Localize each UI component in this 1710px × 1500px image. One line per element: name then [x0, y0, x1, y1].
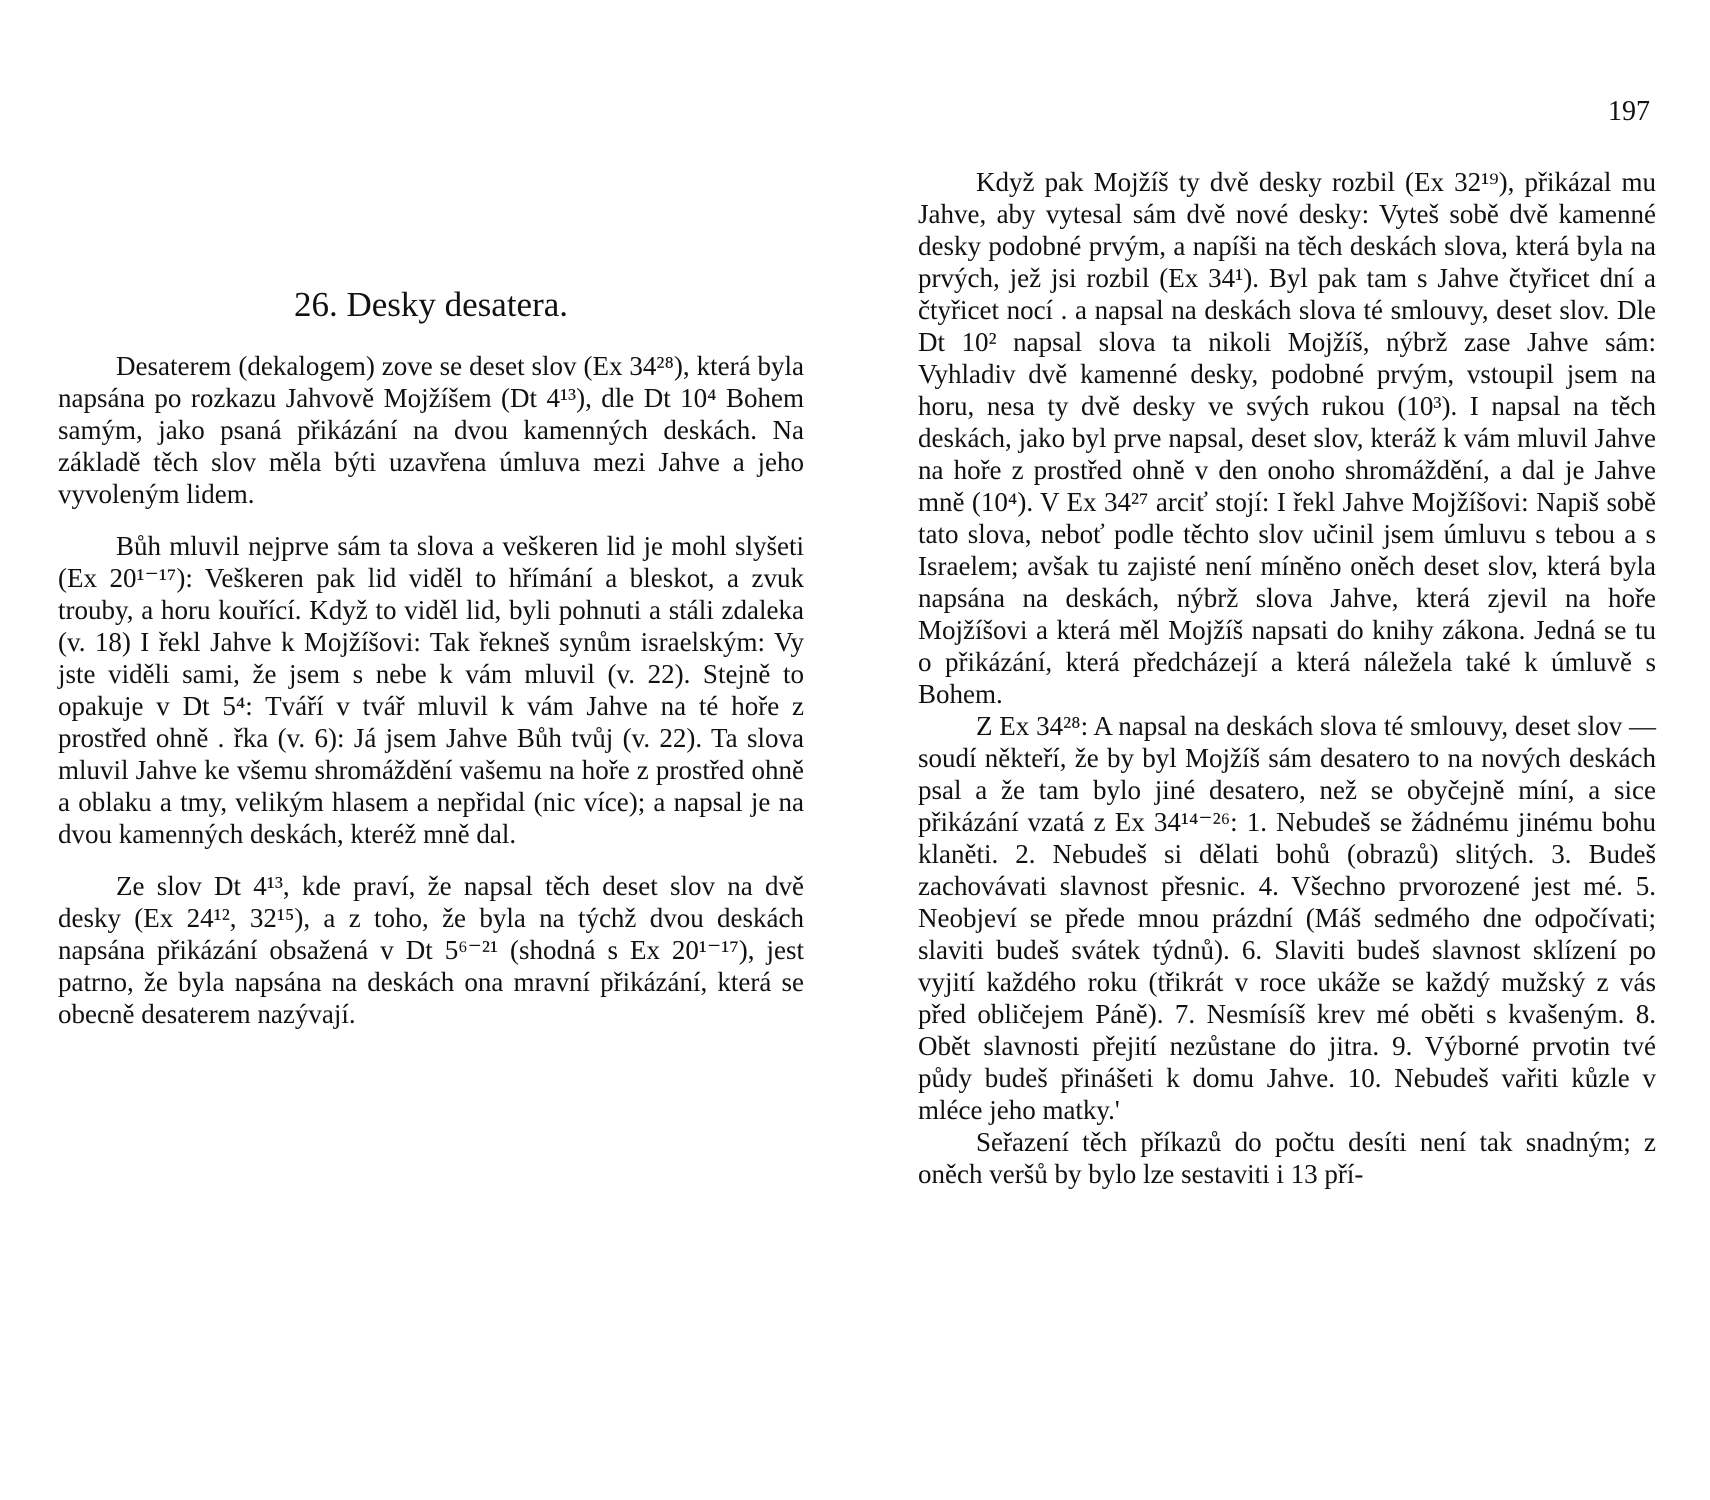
paragraph: Bůh mluvil nejprve sám ta slova a veškeren lid je mohl slyšeti (Ex 20¹⁻¹⁷): Veškeren pak lid viděl to hřímání a bleskot, a zvuk trouby, a horu kouřící. Když to viděl lid, byli pohnuti a stáli zdaleka (v. 18) I řekl Jahve k Mojžíšovi: Tak řekneš synům israelským: Vy jste viděli sami, že jsem s nebe k vám mluvil (v. 22). Stejně to opakuje v Dt 5⁴: Tváří v tvář mluvil k vám Jahve na té hoře z prostřed ohně . řka (v. 6): Já jsem Jahve Bůh tvůj (v. 22). Ta slova mluvil Jahve ke všemu shromáždění vašemu na hoře z prostřed ohně a oblaku a tmy, velikým hlasem a nepřidal (nic více); a napsal je na dvou kamenných deskách, kteréž mně dal. [58, 531, 804, 849]
paragraph: Desaterem (dekalogem) zove se deset slov (Ex 34²⁸), která byla napsána po rozkazu Jahvově Mojžíšem (Dt 4¹³), dle Dt 10⁴ Bohem samým, jako psaná přikázání na dvou kamenných deskách. Na základě těch slov měla býti uzavřena úmluva mezi Jahve a jeho vyvoleným lidem. [58, 351, 804, 509]
paragraph: Z Ex 34²⁸: A napsal na deskách slova té smlouvy, deset slov — soudí někteří, že by byl Mojžíš sám desatero to na nových deskách psal a že tam bylo jiné desatero, než se obyčejně míní, a sice přikázání vzatá z Ex 34¹⁴⁻²⁶: 1. Nebudeš se žádnému jinému bohu klaněti. 2. Nebudeš si dělati bohů (obrazů) slitých. 3. Budeš zachovávati slavnost přesnic. 4. Všechno prvorozené jest mé. 5. Neobjeví se přede mnou prázdní (Máš sedmého dne odpočívati; slaviti budeš svátek týdnů). 6. Slaviti budeš slavnost sklízení po vyjití každého roku (třikrát v roce ukáže se každý mužský z vás před obličejem Páně). 7. Nesmísíš krev mé oběti s kvašeným. 8. Obět slavnosti přejití nezůstane do jitra. 9. Výborné prvotin tvé půdy budeš přinášeti k domu Jahve. 10. Nebudeš vařiti kůzle v mléce jeho matky.' [918, 711, 1656, 1125]
right-column [918, 166, 1656, 1190]
left-column [58, 350, 804, 1030]
paragraph: Když pak Mojžíš ty dvě desky rozbil (Ex 32¹⁹), přikázal mu Jahve, aby vytesal sám dvě nové desky: Vyteš sobě dvě kamenné desky podobné prvým, a napíši na těch deskách slova, která byla na prvých, jež jsi rozbil (Ex 34¹). Byl pak tam s Jahve čtyřicet dní a čtyřicet nocí . a napsal na deskách slova té smlouvy, deset slov. Dle Dt 10² napsal slova ta nikoli Mojžíš, nýbrž zase Jahve sám: Vyhladiv dvě kamenné desky, podobné prvým, vstoupil jsem na horu, nesa ty dvě desky ve svých rukou (10³). I napsal na těch deskách, jako byl prve napsal, deset slov, kteráž k vám mluvil Jahve na hoře z prostřed ohně v den onoho shromáždění, a dal je Jahve mně (10⁴). V Ex 34²⁷ arciť stojí: I řekl Jahve Mojžíšovi: Napiš sobě tato slova, neboť podle těchto slov učinil jsem úmluvu s tebou a s Israelem; avšak tu zajisté není míněno oněch deset slov, která byla napsána na deskách, nýbrž slova Jahve, která zjevil na hoře Mojžíšovi a která měl Mojžíš napsati do knihy zákona. Jedná se tu o přikázání, která předcházejí a která náležela také k úmluvě s Bohem. [918, 167, 1656, 709]
page-number: 197 [1608, 96, 1650, 127]
paragraph: Seřazení těch příkazů do počtu desíti není tak snadným; z oněch veršů by bylo lze sestaviti i 13 pří- [918, 1127, 1656, 1189]
section-title: 26. Desky desatera. [293, 285, 569, 324]
paragraph: Ze slov Dt 4¹³, kde praví, že napsal těch deset slov na dvě desky (Ex 24¹², 32¹⁵), a z toho, že byla na týchž dvou deskách napsána přikázání obsažená v Dt 5⁶⁻²¹ (shodná s Ex 20¹⁻¹⁷), jest patrno, že byla napsána na deskách ona mravní přikázání, která se obecně desaterem nazývají. [58, 871, 804, 1029]
